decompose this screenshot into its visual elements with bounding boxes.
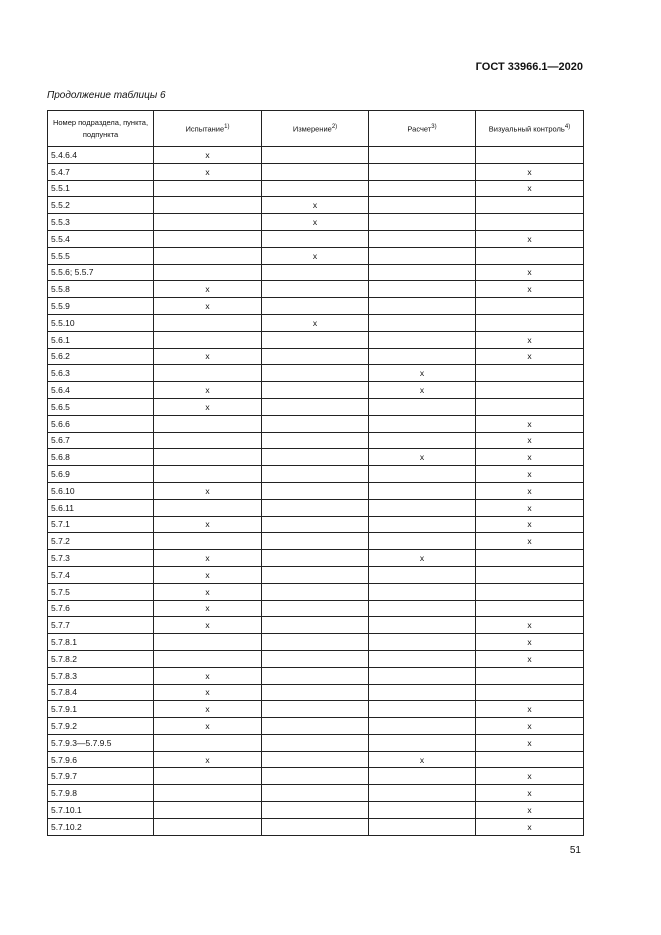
mark-cell xyxy=(262,331,369,348)
mark-cell xyxy=(262,163,369,180)
section-number-cell: 5.7.10.2 xyxy=(48,818,154,835)
mark-cell xyxy=(369,600,476,617)
mark-cell: x xyxy=(476,415,584,432)
mark-cell xyxy=(369,701,476,718)
mark-cell: x xyxy=(154,147,262,164)
table-row xyxy=(48,247,584,264)
mark-cell: x xyxy=(476,650,584,667)
mark-cell xyxy=(369,147,476,164)
mark-cell xyxy=(369,432,476,449)
page-number: 51 xyxy=(569,845,581,856)
mark-cell xyxy=(369,298,476,315)
mark-cell: x xyxy=(476,802,584,819)
table-row xyxy=(48,180,584,197)
table-header-row xyxy=(48,111,584,147)
table-row xyxy=(48,718,584,735)
mark-cell xyxy=(262,180,369,197)
mark-cell xyxy=(369,230,476,247)
mark-cell: x xyxy=(476,617,584,634)
mark-cell xyxy=(476,365,584,382)
section-number-cell: 5.7.2 xyxy=(48,533,154,550)
mark-cell xyxy=(476,684,584,701)
mark-cell: x xyxy=(154,348,262,365)
mark-cell xyxy=(476,314,584,331)
mark-cell xyxy=(154,180,262,197)
mark-cell: x xyxy=(154,583,262,600)
table-row xyxy=(48,751,584,768)
column-header-calculation: Расчет$^{3)}$ xyxy=(369,111,476,147)
mark-cell xyxy=(369,718,476,735)
mark-cell: x xyxy=(154,617,262,634)
mark-cell xyxy=(476,600,584,617)
section-number-cell: 5.6.1 xyxy=(48,331,154,348)
table-row xyxy=(48,650,584,667)
table-row xyxy=(48,398,584,415)
mark-cell xyxy=(476,147,584,164)
mark-cell xyxy=(476,398,584,415)
mark-cell: x xyxy=(476,348,584,365)
mark-cell xyxy=(262,785,369,802)
mark-cell xyxy=(369,634,476,651)
section-number-cell: 5.7.9.8 xyxy=(48,785,154,802)
mark-cell xyxy=(262,415,369,432)
mark-cell xyxy=(369,533,476,550)
mark-cell: x xyxy=(476,499,584,516)
mark-cell xyxy=(369,197,476,214)
mark-cell xyxy=(262,617,369,634)
table-row xyxy=(48,214,584,231)
section-number-cell: 5.7.9.1 xyxy=(48,701,154,718)
mark-cell: x xyxy=(476,718,584,735)
mark-cell xyxy=(476,550,584,567)
mark-cell xyxy=(154,314,262,331)
mark-cell: x xyxy=(476,785,584,802)
mark-cell xyxy=(369,818,476,835)
section-number-cell: 5.6.6 xyxy=(48,415,154,432)
mark-cell: x xyxy=(476,768,584,785)
table-row xyxy=(48,499,584,516)
table-row xyxy=(48,432,584,449)
mark-cell xyxy=(369,516,476,533)
mark-cell: x xyxy=(154,600,262,617)
mark-cell xyxy=(262,499,369,516)
table-row xyxy=(48,684,584,701)
mark-cell xyxy=(154,230,262,247)
mark-cell: x xyxy=(154,667,262,684)
mark-cell xyxy=(262,466,369,483)
mark-cell: x xyxy=(476,516,584,533)
mark-cell xyxy=(369,499,476,516)
table-caption: Продолжение таблицы 6 xyxy=(47,90,166,101)
section-number-cell: 5.4.6.4 xyxy=(48,147,154,164)
mark-cell: x xyxy=(154,398,262,415)
mark-cell: x xyxy=(476,432,584,449)
section-number-cell: 5.7.8.3 xyxy=(48,667,154,684)
section-number-cell: 5.5.3 xyxy=(48,214,154,231)
mark-cell xyxy=(476,197,584,214)
mark-cell: x xyxy=(369,382,476,399)
mark-cell xyxy=(476,247,584,264)
table-row xyxy=(48,734,584,751)
table-row xyxy=(48,617,584,634)
mark-cell xyxy=(154,533,262,550)
mark-cell xyxy=(154,650,262,667)
mark-cell xyxy=(154,466,262,483)
mark-cell xyxy=(369,650,476,667)
mark-cell xyxy=(154,734,262,751)
table-row xyxy=(48,600,584,617)
section-number-cell: 5.7.7 xyxy=(48,617,154,634)
mark-cell xyxy=(262,365,369,382)
section-number-cell: 5.5.5 xyxy=(48,247,154,264)
mark-cell: x xyxy=(369,365,476,382)
mark-cell xyxy=(262,348,369,365)
mark-cell xyxy=(369,466,476,483)
section-number-cell: 5.6.11 xyxy=(48,499,154,516)
mark-cell xyxy=(262,818,369,835)
mark-cell xyxy=(262,684,369,701)
column-header-visual-control: Визуальный контроль$^{4)}$ xyxy=(476,111,584,147)
mark-cell xyxy=(262,382,369,399)
mark-cell xyxy=(262,432,369,449)
section-number-cell: 5.6.9 xyxy=(48,466,154,483)
table-row xyxy=(48,516,584,533)
mark-cell xyxy=(154,432,262,449)
table-row xyxy=(48,298,584,315)
section-number-cell: 5.7.10.1 xyxy=(48,802,154,819)
mark-cell: x xyxy=(154,516,262,533)
table-row xyxy=(48,348,584,365)
mark-cell xyxy=(369,415,476,432)
section-number-cell: 5.7.8.1 xyxy=(48,634,154,651)
mark-cell xyxy=(476,382,584,399)
mark-cell: x xyxy=(476,180,584,197)
table-row xyxy=(48,314,584,331)
mark-cell xyxy=(369,398,476,415)
table-row xyxy=(48,701,584,718)
mark-cell xyxy=(262,650,369,667)
mark-cell: x xyxy=(476,701,584,718)
section-number-cell: 5.7.8.4 xyxy=(48,684,154,701)
table-row xyxy=(48,163,584,180)
mark-cell xyxy=(262,768,369,785)
table-row xyxy=(48,550,584,567)
table-row xyxy=(48,583,584,600)
table-row xyxy=(48,230,584,247)
mark-cell: x xyxy=(154,684,262,701)
mark-cell: x xyxy=(476,466,584,483)
mark-cell xyxy=(262,516,369,533)
section-number-cell: 5.5.10 xyxy=(48,314,154,331)
mark-cell xyxy=(369,583,476,600)
mark-cell xyxy=(262,264,369,281)
mark-cell xyxy=(154,365,262,382)
mark-cell: x xyxy=(476,163,584,180)
mark-cell: x xyxy=(154,163,262,180)
column-header-test: Испытание$^{1)}$ xyxy=(154,111,262,147)
section-number-cell: 5.7.9.6 xyxy=(48,751,154,768)
mark-cell: x xyxy=(262,197,369,214)
mark-cell xyxy=(369,214,476,231)
mark-cell: x xyxy=(476,533,584,550)
mark-cell: x xyxy=(476,734,584,751)
mark-cell xyxy=(154,499,262,516)
mark-cell xyxy=(476,214,584,231)
table-row xyxy=(48,818,584,835)
section-number-cell: 5.7.9.3—5.7.9.5 xyxy=(48,734,154,751)
mark-cell: x xyxy=(476,449,584,466)
mark-cell xyxy=(369,348,476,365)
table-row xyxy=(48,281,584,298)
table-row xyxy=(48,634,584,651)
mark-cell: x xyxy=(369,751,476,768)
mark-cell: x xyxy=(262,214,369,231)
section-number-cell: 5.7.9.7 xyxy=(48,768,154,785)
mark-cell xyxy=(369,566,476,583)
mark-cell xyxy=(476,566,584,583)
table-row xyxy=(48,415,584,432)
table-row xyxy=(48,785,584,802)
mark-cell xyxy=(262,281,369,298)
table-row xyxy=(48,667,584,684)
mark-cell: x xyxy=(154,281,262,298)
document-code: ГОСТ 33966.1—2020 xyxy=(475,61,583,73)
mark-cell xyxy=(154,768,262,785)
mark-cell: x xyxy=(369,449,476,466)
mark-cell: x xyxy=(476,482,584,499)
mark-cell xyxy=(262,482,369,499)
section-number-cell: 5.5.9 xyxy=(48,298,154,315)
mark-cell xyxy=(369,617,476,634)
section-number-cell: 5.7.4 xyxy=(48,566,154,583)
table-row xyxy=(48,449,584,466)
mark-cell: x xyxy=(154,701,262,718)
mark-cell xyxy=(262,566,369,583)
section-number-cell: 5.4.7 xyxy=(48,163,154,180)
section-number-cell: 5.7.6 xyxy=(48,600,154,617)
verification-methods-table xyxy=(47,110,584,836)
mark-cell xyxy=(369,281,476,298)
mark-cell: x xyxy=(369,550,476,567)
mark-cell xyxy=(262,449,369,466)
section-number-cell: 5.6.3 xyxy=(48,365,154,382)
mark-cell xyxy=(262,550,369,567)
mark-cell xyxy=(262,600,369,617)
section-number-cell: 5.7.9.2 xyxy=(48,718,154,735)
table-row xyxy=(48,466,584,483)
table-row xyxy=(48,566,584,583)
section-number-cell: 5.5.6; 5.5.7 xyxy=(48,264,154,281)
mark-cell xyxy=(369,247,476,264)
mark-cell: x xyxy=(476,331,584,348)
section-number-cell: 5.7.5 xyxy=(48,583,154,600)
mark-cell xyxy=(369,734,476,751)
section-number-cell: 5.7.8.2 xyxy=(48,650,154,667)
section-number-cell: 5.5.4 xyxy=(48,230,154,247)
mark-cell: x xyxy=(154,751,262,768)
table-row xyxy=(48,147,584,164)
mark-cell xyxy=(369,180,476,197)
mark-cell xyxy=(154,785,262,802)
mark-cell: x xyxy=(476,230,584,247)
mark-cell xyxy=(369,785,476,802)
mark-cell: x xyxy=(154,566,262,583)
section-number-cell: 5.6.7 xyxy=(48,432,154,449)
mark-cell xyxy=(154,415,262,432)
section-number-cell: 5.5.8 xyxy=(48,281,154,298)
mark-cell xyxy=(154,331,262,348)
mark-cell xyxy=(154,634,262,651)
table-row xyxy=(48,482,584,499)
mark-cell xyxy=(262,398,369,415)
mark-cell xyxy=(369,667,476,684)
mark-cell xyxy=(369,768,476,785)
mark-cell: x xyxy=(154,382,262,399)
table-row xyxy=(48,533,584,550)
mark-cell xyxy=(369,163,476,180)
mark-cell xyxy=(262,751,369,768)
table-row xyxy=(48,382,584,399)
table-row xyxy=(48,802,584,819)
column-header-measurement: Измерение$^{2)}$ xyxy=(262,111,369,147)
mark-cell xyxy=(154,802,262,819)
mark-cell: x xyxy=(262,247,369,264)
mark-cell xyxy=(262,147,369,164)
mark-cell: x xyxy=(154,482,262,499)
section-number-cell: 5.7.1 xyxy=(48,516,154,533)
mark-cell: x xyxy=(154,298,262,315)
mark-cell xyxy=(154,197,262,214)
section-number-cell: 5.5.1 xyxy=(48,180,154,197)
mark-cell xyxy=(476,751,584,768)
section-number-cell: 5.6.5 xyxy=(48,398,154,415)
table-row xyxy=(48,365,584,382)
mark-cell xyxy=(262,634,369,651)
mark-cell xyxy=(154,214,262,231)
section-number-cell: 5.6.2 xyxy=(48,348,154,365)
mark-cell xyxy=(262,718,369,735)
mark-cell: x xyxy=(262,314,369,331)
mark-cell xyxy=(154,264,262,281)
mark-cell: x xyxy=(154,550,262,567)
section-number-cell: 5.5.2 xyxy=(48,197,154,214)
mark-cell: x xyxy=(154,718,262,735)
mark-cell xyxy=(154,818,262,835)
mark-cell xyxy=(262,734,369,751)
section-number-cell: 5.6.10 xyxy=(48,482,154,499)
section-number-cell: 5.6.4 xyxy=(48,382,154,399)
mark-cell xyxy=(369,684,476,701)
table-row xyxy=(48,197,584,214)
table-row xyxy=(48,264,584,281)
mark-cell xyxy=(262,802,369,819)
mark-cell xyxy=(154,449,262,466)
mark-cell xyxy=(262,533,369,550)
mark-cell: x xyxy=(476,281,584,298)
mark-cell: x xyxy=(476,634,584,651)
mark-cell xyxy=(476,583,584,600)
mark-cell xyxy=(369,314,476,331)
column-header-section: Номер подраздела, пункта, подпункта xyxy=(48,111,154,147)
section-number-cell: 5.6.8 xyxy=(48,449,154,466)
table-row xyxy=(48,768,584,785)
mark-cell xyxy=(369,802,476,819)
mark-cell xyxy=(262,298,369,315)
mark-cell xyxy=(369,482,476,499)
mark-cell xyxy=(262,701,369,718)
mark-cell: x xyxy=(476,818,584,835)
mark-cell xyxy=(476,667,584,684)
section-number-cell: 5.7.3 xyxy=(48,550,154,567)
mark-cell xyxy=(262,230,369,247)
table-row xyxy=(48,331,584,348)
mark-cell xyxy=(262,583,369,600)
mark-cell xyxy=(369,264,476,281)
mark-cell: x xyxy=(476,264,584,281)
mark-cell xyxy=(262,667,369,684)
mark-cell xyxy=(369,331,476,348)
mark-cell xyxy=(476,298,584,315)
mark-cell xyxy=(154,247,262,264)
